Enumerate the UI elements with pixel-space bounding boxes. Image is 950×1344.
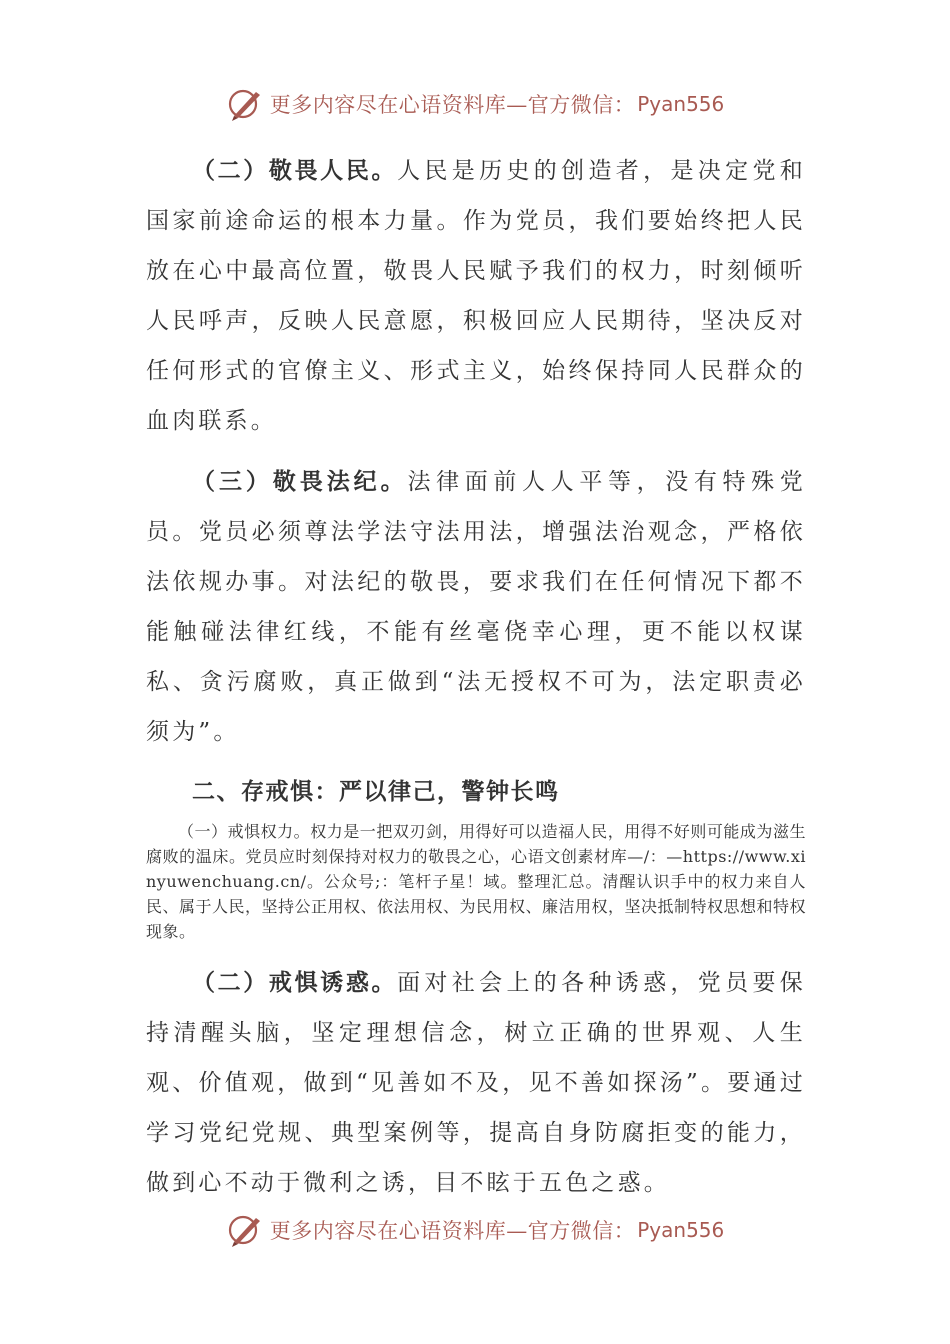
banner-text: 更多内容尽在心语资料库—官方微信： (269, 1219, 636, 1243)
paragraph-text: 法律面前人人平等，没有特殊党员。党员必须尊法学法守法用法，增强法治观念，严格依法依规办事。对法纪的敬畏，要求我们在任何情况下都不能触碰法律红线，不能有丝毫侥幸心理，更不能以权谋私、贪污腐败，真正做到“法无授权不可为，法定职责必须为”。 (146, 469, 806, 745)
banner-text: 更多内容尽在心语资料库—官方微信： (269, 93, 636, 117)
pen-logo-icon (226, 86, 266, 122)
paragraph-respect-law (146, 457, 806, 757)
footer-banner (0, 1210, 950, 1250)
paragraph-lead: （三）敬畏法纪。 (192, 468, 408, 495)
paragraph-respect-people (146, 146, 806, 446)
paragraph-temptation (146, 958, 806, 1208)
header-banner (0, 84, 950, 124)
paragraph-lead: （二）敬畏人民。 (192, 157, 398, 184)
section-heading: 二、存戒惧：严以律己，警钟长鸣 (192, 778, 560, 805)
small-paragraph-power: （一）戒惧权力。权力是一把双刃剑，用得好可以造福人民，用得不好则可能成为滋生腐败的温床。党员应时刻保持对权力的敬畏之心，心语文创素材库—/：—https://www.xinyuwenchuang.cn/。公众号;：笔杆子星！域。整理汇总。清醒认识手中的权力来自人民、属于人民，坚持公正用权、依法用权、为民用权、廉洁用权，坚决抵制特权思想和特权现象。 (146, 822, 807, 941)
banner-wechat-id: Pyan556 (637, 1218, 725, 1242)
pen-logo-icon (226, 1212, 266, 1248)
paragraph-text: 人民是历史的创造者，是决定党和国家前途命运的根本力量。作为党员，我们要始终把人民放在心中最高位置，敬畏人民赋予我们的权力，时刻倾听人民呼声，反映人民意愿，积极回应人民期待，坚决反对任何形式的官僚主义、形式主义，始终保持同人民群众的血肉联系。 (146, 158, 807, 434)
banner-wechat-id: Pyan556 (637, 92, 725, 116)
paragraph-lead: （二）戒惧诱惑。 (192, 969, 398, 996)
paragraph-text: 面对社会上的各种诱惑，党员要保持清醒头脑，坚定理想信念，树立正确的世界观、人生观、价值观，做到“见善如不及，见不善如探汤”。要通过学习党纪党规、典型案例等，提高自身防腐拒变的能力，做到心不动于微利之诱，目不眩于五色之惑。 (146, 970, 807, 1196)
document-body (146, 146, 806, 1208)
